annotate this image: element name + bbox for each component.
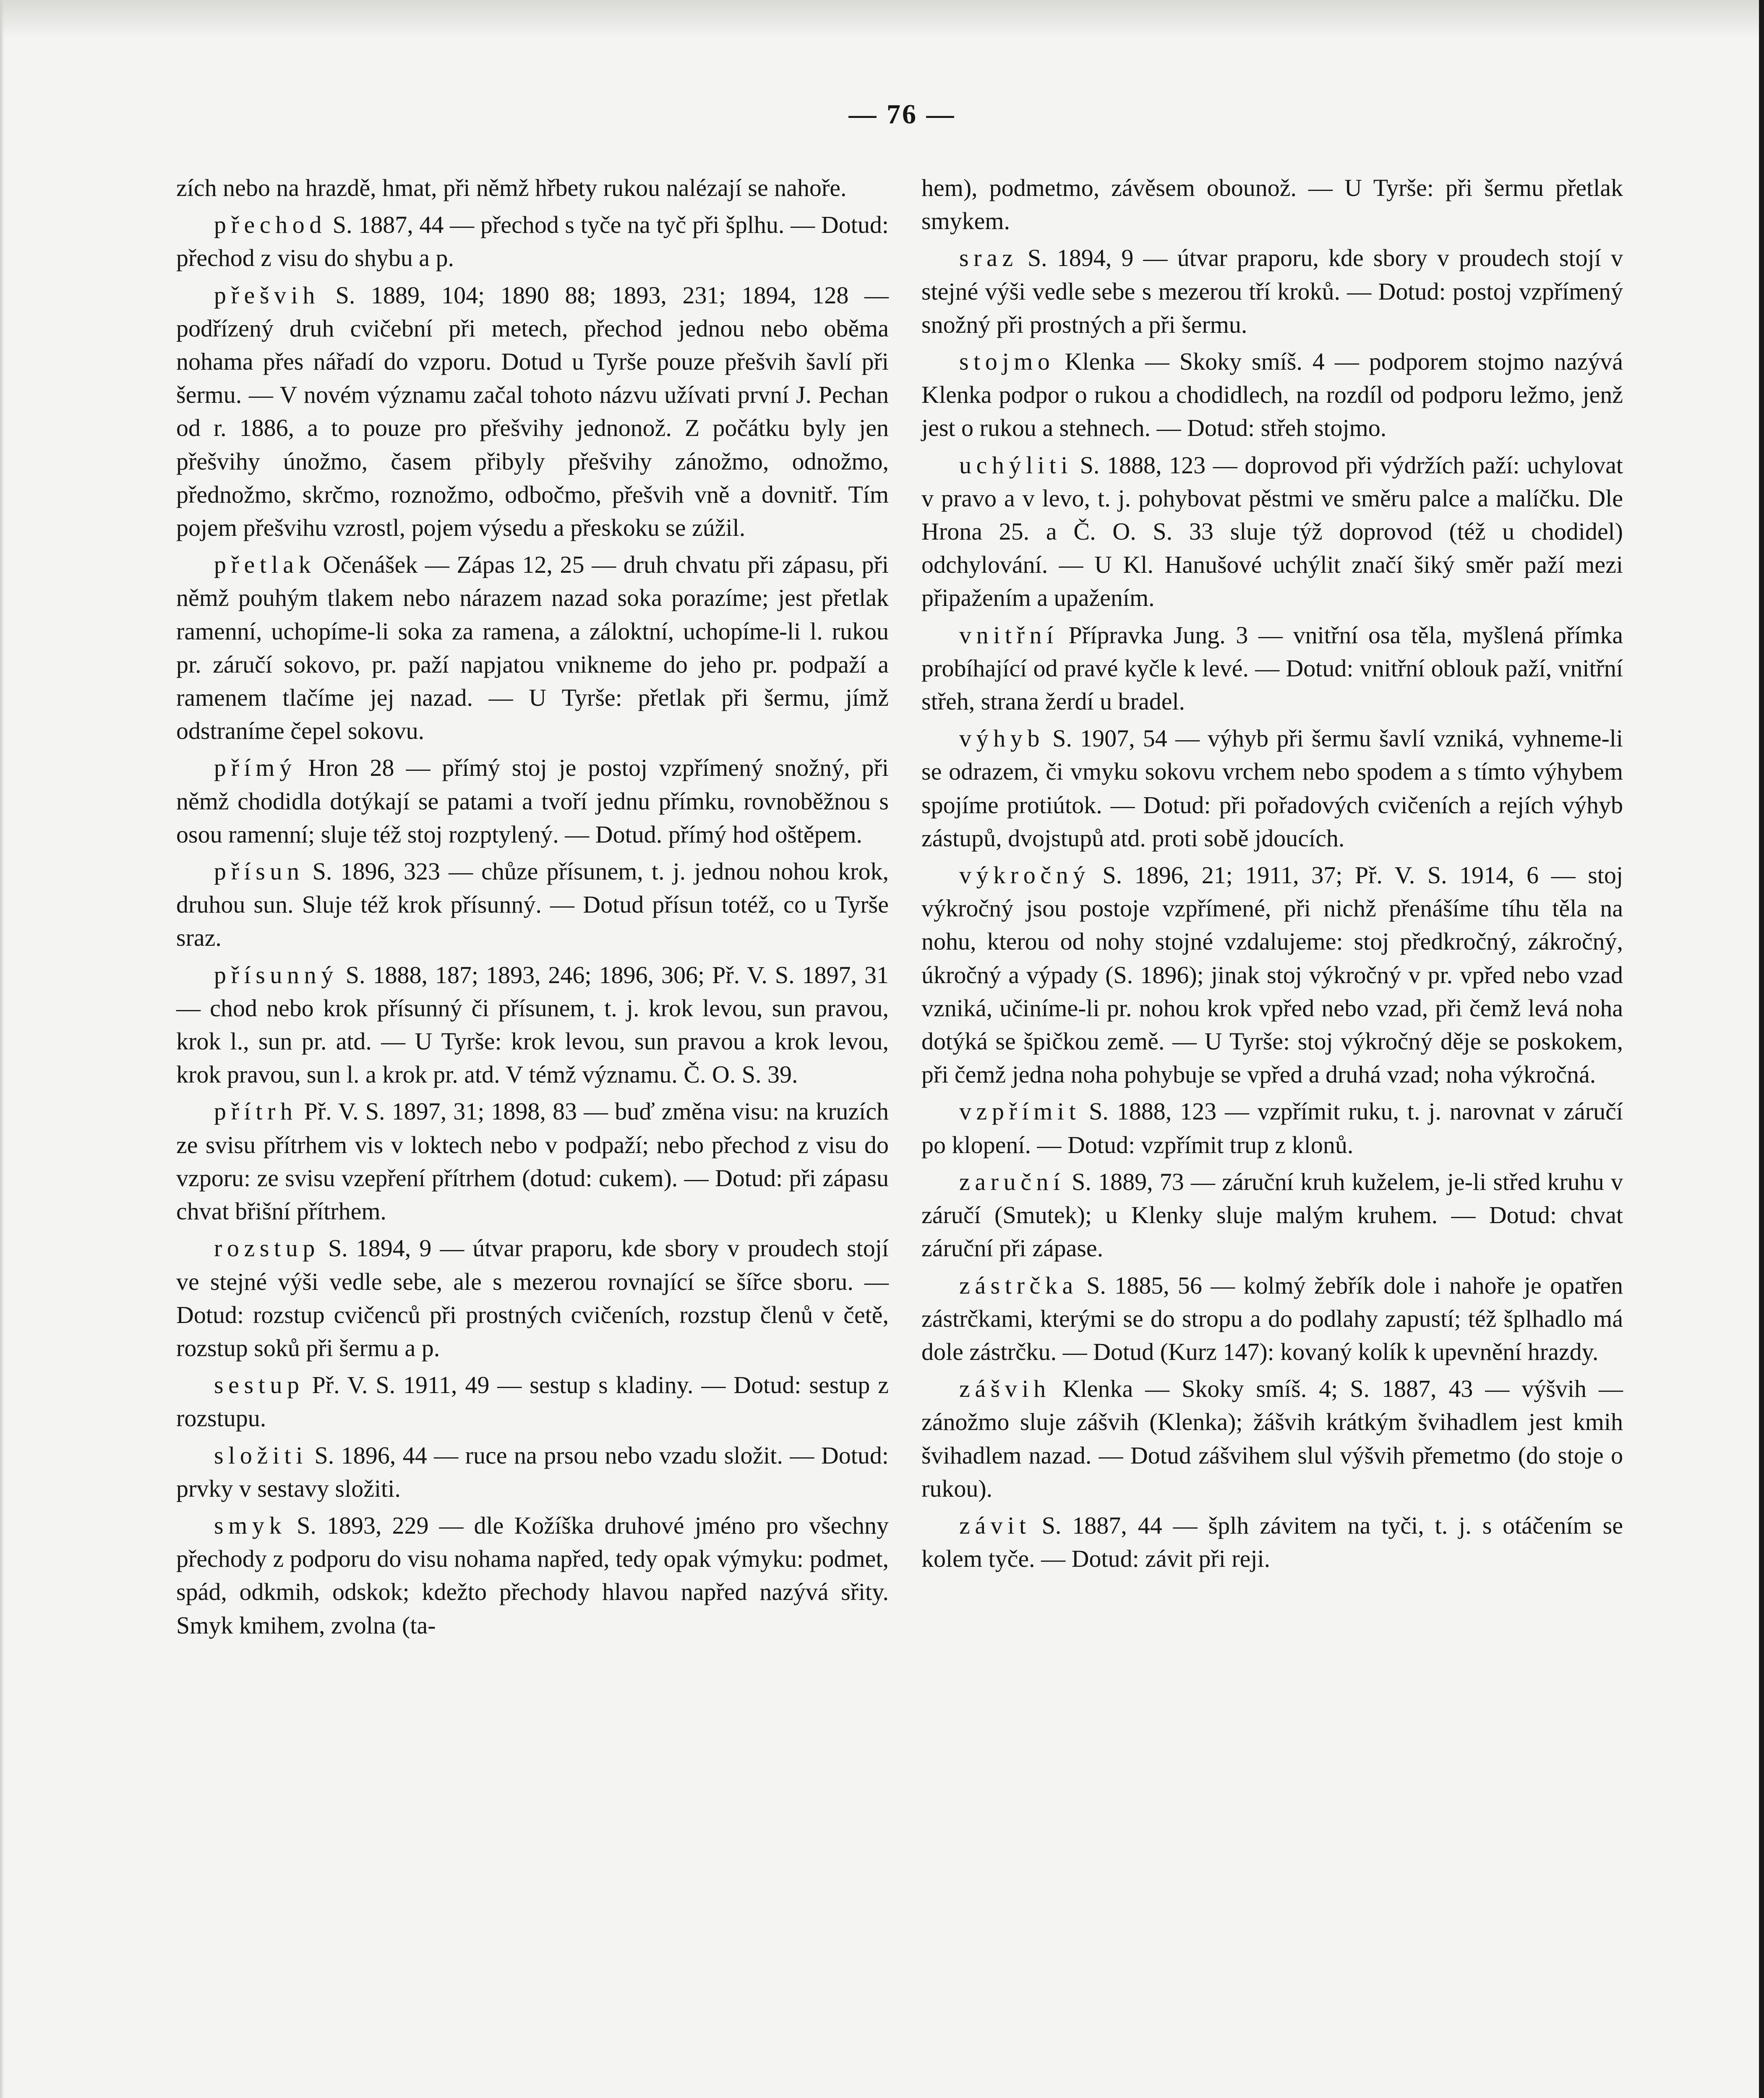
- entry-term: přísunný: [214, 961, 338, 989]
- entry-term: přímý: [214, 754, 297, 782]
- page-number: — 76 —: [848, 99, 956, 130]
- entry-text: Př. V. S. 1911, 49 — sestup s kladiny. — Dotud: sestup z rozstupu.: [176, 1371, 889, 1432]
- dictionary-entry: [921, 449, 1623, 615]
- dictionary-entry: [176, 1439, 889, 1505]
- entry-term: sraz: [959, 244, 1018, 272]
- entry-text: S. 1896, 21; 1911, 37; Př. V. S. 1914, 6 — stoj výkročný jsou postoje vzpřímené, při nichž přenášíme tíhu těla na nohu, kterou od nohy stojné vzdalujeme: stoj předkročný, zákročný, úkročný a výpady (S. 1896); jinak stoj výkročný v pr. vpřed nebo vzad vzniká, učiníme-li pr. nohou krok vpřed nebo vzad, při čemž levá noha dotýká se špičkou země. — U Tyrše: stoj výkročný děje se poskokem, při čemž jedna noha pohybuje se vpřed a druhá vzad; noha výkročná.: [921, 861, 1623, 1088]
- entry-text: Př. V. S. 1897, 31; 1898, 83 — buď změna visu: na kruzích ze svisu přítrhem vis v loktech nebo v podpaží; nebo přechod z visu do vzporu: ze svisu vzepření přítrhem (dotud: cukem). — Dotud: při zápasu chvat břišní přítrhem.: [176, 1098, 889, 1225]
- entry-text: S. 1894, 9 — útvar praporu, kde sbory v proudech stojí ve stejné výši vedle sebe, ale s mezerou rovnající se šířce sboru. — Dotud: rozstup cvičenců při prostných cvičeních, rozstup členů v četě, rozstup soků při šermu a p.: [176, 1234, 889, 1362]
- dictionary-entry: [176, 1095, 889, 1228]
- entry-text: S. 1888, 187; 1893, 246; 1896, 306; Př. V. S. 1897, 31 — chod nebo krok přísunný či přísunem, t. j. krok levou, sun pravou, krok l., sun pr. atd. — U Tyrše: krok levou, sun pravou a krok levou, krok pravou, sun l. a krok pr. atd. V témž významu. Č. O. S. 39.: [176, 961, 889, 1088]
- entry-text: S. 1896, 44 — ruce na prsou nebo vzadu složit. — Dotud: prvky v sestavy složiti.: [176, 1441, 889, 1502]
- entry-term: přechod: [214, 211, 327, 239]
- entry-term: přešvih: [214, 281, 320, 309]
- dictionary-entry: [176, 548, 889, 747]
- entry-term: přísun: [214, 858, 304, 885]
- dictionary-entry: [176, 855, 889, 955]
- dictionary-entry: [176, 958, 889, 1091]
- entry-text: Hron 28 — přímý stoj je postoj vzpřímený snožný, při němž chodidla dotýkají se patami a tvoří jednu přímku, rovnoběžnou s osou ramenní; sluje též stoj rozptylený. — Dotud. přímý hod oštěpem.: [176, 754, 889, 848]
- entry-term: závit: [959, 1511, 1031, 1539]
- entry-term: vzpřímit: [959, 1098, 1081, 1125]
- dictionary-entry: [176, 1509, 889, 1642]
- entry-text: Očenášek — Zápas 12, 25 — druh chvatu při zápasu, při němž pouhým tlakem nebo nárazem nazad soka porazíme; jest přetlak ramenní, uchopíme-li soka za ramena, a záloktní, uchopíme-li l. rukou pr. záručí sokovo, pr. paží napjatou vnikneme do jeho pr. podpaží a ramenem tlačíme jej nazad. — U Tyrše: přetlak při šermu, jímž odstraníme čepel sokovu.: [176, 551, 889, 745]
- entry-term: zástrčka: [959, 1271, 1078, 1299]
- entry-term: uchýliti: [959, 451, 1073, 479]
- entry-term: složiti: [214, 1441, 308, 1469]
- dictionary-entry: [921, 859, 1623, 1091]
- dictionary-entry: [176, 279, 889, 545]
- dictionary-entry: [921, 1372, 1623, 1505]
- scan-shadow-left: [0, 0, 4, 2098]
- entry-term: vnitřní: [959, 621, 1058, 649]
- entry-text: S. 1894, 9 — útvar praporu, kde sbory v proudech stojí v stejné výši vedle sebe s mezerou tří kroků. — Dotud: postoj vzpřímený snožný při prostných a při šermu.: [921, 244, 1623, 338]
- entry-term: stojmo: [959, 348, 1055, 376]
- dictionary-entry: [921, 722, 1623, 855]
- entry-text: S. 1889, 73 — záruční kruh kuželem, je-li střed kruhu v záručí (Smutek); u Klenky sluje malým kruhem. — Dotud: chvat záruční při zápase.: [921, 1168, 1623, 1262]
- entry-text: Klenka — Skoky smíš. 4 — podporem stojmo nazývá Klenka podpor o rukou a chodidlech, na rozdíl od podporu ležmo, jenž jest o rukou a stehnech. — Dotud: střeh stojmo.: [921, 348, 1623, 442]
- dictionary-entry: [176, 751, 889, 851]
- left-column: [176, 171, 889, 1646]
- dictionary-entry: [921, 1509, 1623, 1575]
- scan-border-right: [1759, 0, 1764, 2098]
- entry-term: výkročný: [959, 861, 1090, 889]
- entry-term: výhyb: [959, 725, 1044, 752]
- entry-continuation: [176, 171, 889, 204]
- entry-text: Klenka — Skoky smíš. 4; S. 1887, 43 — výšvih — zánožmo sluje zášvih (Klenka); žášvih krátkým švihadlem jest kmih švihadlem nazad. — Dotud zášvihem slul výšvih přemetmo (do stoje o rukou).: [921, 1375, 1623, 1502]
- dictionary-entry: [921, 1269, 1623, 1369]
- entry-continuation: [921, 171, 1623, 237]
- entry-text: S. 1887, 44 — šplh závitem na tyči, t. j. s otáčením se kolem tyče. — Dotud: závit při reji.: [921, 1511, 1623, 1573]
- entry-text: S. 1887, 44 — přechod s tyče na tyč při šplhu. — Dotud: přechod z visu do shybu a p.: [176, 211, 889, 272]
- entry-term: zášvih: [959, 1375, 1051, 1403]
- entry-term: rozstup: [214, 1234, 320, 1262]
- dictionary-entry: [921, 345, 1623, 445]
- dictionary-entry: [921, 1165, 1623, 1265]
- entry-term: přetlak: [214, 551, 316, 579]
- entry-text: Přípravka Jung. 3 — vnitřní osa těla, myšlená přímka probíhající od pravé kyčle k levé. — Dotud: vnitřní oblouk paží, vnitřní střeh, strana žerdí u bradel.: [921, 621, 1623, 715]
- entry-text: S. 1888, 123 — vzpřímit ruku, t. j. narovnat v záručí po klopení. — Dotud: vzpřímit trup z klonů.: [921, 1098, 1623, 1159]
- dictionary-entry: [176, 1232, 889, 1365]
- entry-text: S. 1885, 56 — kolmý žebřík dole i nahoře je opatřen zástrčkami, kterými se do stropu a do podlahy zapustí; též šplhadlo má dole zástrčku. — Dotud (Kurz 147): kovaný kolík k upevnění hrazdy.: [921, 1271, 1623, 1365]
- entry-term: sestup: [214, 1371, 304, 1399]
- entry-text: zích nebo na hrazdě, hmat, při němž hřbety rukou nalézají se nahoře.: [176, 174, 847, 201]
- entry-text: hem), podmetmo, závěsem obounož. — U Tyrše: při šermu přetlak smykem.: [921, 174, 1623, 235]
- dictionary-entry: [176, 1368, 889, 1435]
- entry-term: přítrh: [214, 1098, 297, 1125]
- entry-text: S. 1907, 54 — výhyb při šermu šavlí vzniká, vyhneme-li se odrazem, či vmyku sokovu vrchem nebo spodem a s tímto výhybem spojíme protiútok. — Dotud: při pořadových cvičeních a rejích výhyb zástupů, dvojstupů atd. proti sobě jdoucích.: [921, 725, 1623, 852]
- dictionary-entry: [176, 208, 889, 274]
- entry-text: S. 1888, 123 — doprovod při výdržích paží: uchylovat v pravo a v levo, t. j. pohybovat pěstmi ve směru palce a malíčku. Dle Hrona 25. a Č. O. S. 33 sluje týž doprovod (též u chodidel) odchylování. — U Kl. Hanušové uchýlit značí šiký směr paží mezi připažením a upažením.: [921, 451, 1623, 612]
- entry-term: zaruční: [959, 1168, 1065, 1195]
- dictionary-entry: [921, 241, 1623, 341]
- right-column: [921, 171, 1623, 1579]
- dictionary-entry: [921, 1095, 1623, 1161]
- entry-term: smyk: [214, 1511, 287, 1539]
- scan-shadow-top: [0, 0, 1764, 38]
- dictionary-entry: [921, 618, 1623, 718]
- entry-text: S. 1896, 323 — chůze přísunem, t. j. jednou nohou krok, druhou sun. Sluje též krok přísunný. — Dotud přísun totéž, co u Tyrše sraz.: [176, 858, 889, 952]
- entry-text: S. 1893, 229 — dle Kožíška druhové jméno pro všechny přechody z podporu do visu nohama napřed, tedy opak výmyku: podmet, spád, odkmih, odskok; kdežto přechody hlavou napřed nazývá sřity. Smyk kmihem, zvolna (ta-: [176, 1511, 889, 1639]
- entry-text: S. 1889, 104; 1890 88; 1893, 231; 1894, 128 — podřízený druh cvičební při metech, přechod jednou nebo oběma nohama přes nářadí do vzporu. Dotud u Tyrše pouze přešvih šavlí při šermu. — V novém významu začal tohoto názvu užívati první J. Pechan od r. 1886, a to pouze pro přešvihy jednonož. Z počátku byly jen přešvihy únožmo, časem přibyly přešvihy zánožmo, odnožmo, přednožmo, skrčmo, roznožmo, odbočmo, přešvih vně a dovnitř. Tím pojem přešvihu vzrostl, pojem výsedu a přeskoku se zúžil.: [176, 281, 889, 542]
